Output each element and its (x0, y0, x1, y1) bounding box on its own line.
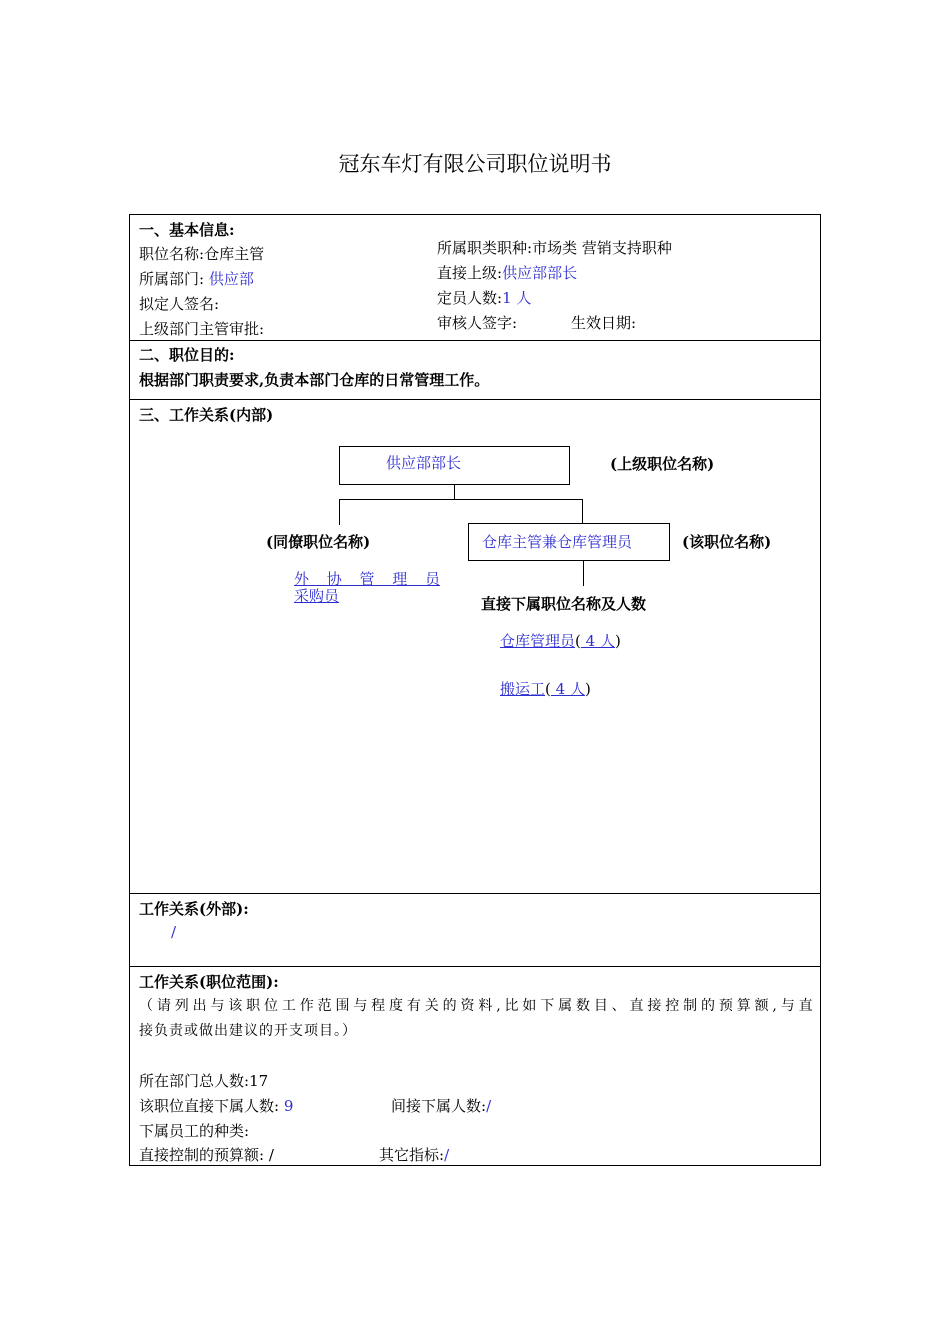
budget-value: / (268, 1146, 274, 1164)
external-relations-heading: 工作关系(外部): (139, 900, 249, 918)
divider (130, 966, 820, 967)
self-box-label: 仓库主管兼仓库管理员 (482, 533, 633, 551)
connector-line (339, 499, 340, 525)
subordinate-caption: 直接下属职位名称及人数 (481, 595, 647, 613)
subordinate-1-open: ( (575, 632, 581, 650)
self-box (468, 523, 670, 561)
other-value: / (444, 1146, 450, 1164)
purpose-content: 根据部门职责要求,负责本部门仓库的日常管理工作。 (139, 371, 490, 389)
connector-line (583, 561, 584, 586)
subordinate-1-count: 4 人 (580, 632, 615, 650)
department-row (139, 268, 254, 289)
purpose-heading: 二、职位目的: (139, 346, 235, 364)
subordinate-2-open: ( (545, 680, 551, 698)
dept-total-label: 所在部门总人数: (139, 1072, 250, 1090)
divider (130, 340, 820, 341)
headcount-row (437, 287, 531, 308)
other-label: 其它指标: (379, 1146, 445, 1164)
budget-row (139, 1144, 274, 1165)
superior-box (339, 446, 570, 485)
position-name-row (139, 243, 264, 264)
page-title: 冠东车灯有限公司职位说明书 (338, 152, 612, 176)
dept-total-row (139, 1070, 268, 1091)
subordinate-1 (500, 630, 621, 651)
subordinate-2 (500, 678, 591, 699)
dept-total-value: 17 (249, 1072, 269, 1090)
superior-box-label: 供应部部长 (386, 454, 462, 472)
approver-label: 上级部门主管审批: (139, 320, 265, 338)
sub-types-label: 下属员工的种类: (139, 1122, 250, 1140)
position-name-value: 仓库主管 (204, 245, 265, 263)
category-row (437, 237, 672, 258)
indirect-sub-value: / (486, 1097, 492, 1115)
direct-sub-row (139, 1095, 293, 1116)
superior-value: 供应部部长 (502, 264, 578, 282)
job-description-form (129, 214, 821, 1166)
divider (130, 399, 820, 400)
other-indicators-row (379, 1144, 449, 1165)
superior-caption: (上级职位名称) (610, 455, 715, 473)
connector-line (339, 499, 583, 500)
self-caption: (该职位名称) (682, 533, 772, 551)
superior-label: 直接上级: (437, 264, 503, 282)
department-label: 所属部门: (139, 270, 209, 288)
subordinate-2-count: 4 人 (550, 680, 585, 698)
effective-date-label: 生效日期: (571, 314, 637, 332)
category-label: 所属职类职种: (437, 239, 533, 257)
basic-info-heading: 一、基本信息: (139, 221, 235, 239)
subordinate-1-name: 仓库管理员 (500, 632, 576, 650)
headcount-value: 1 人 (502, 289, 532, 307)
direct-sub-value: 9 (283, 1097, 294, 1115)
external-relations-value: / (171, 923, 177, 941)
drafter-label: 拟定人签名: (139, 295, 220, 313)
peer-caption: (同僚职位名称) (266, 533, 371, 551)
peer-position-1: 外 协 管 理 员 (294, 570, 440, 588)
direct-sub-label: 该职位直接下属人数: (139, 1097, 284, 1115)
subordinate-1-close: ) (614, 632, 621, 650)
budget-label: 直接控制的预算额: (139, 1146, 269, 1164)
peer-position-2: 采购员 (294, 587, 340, 605)
subordinate-2-close: ) (584, 680, 591, 698)
superior-row (437, 262, 577, 283)
reviewer-label: 审核人签字: (437, 314, 518, 332)
indirect-sub-row (391, 1095, 491, 1116)
position-name-label: 职位名称: (139, 245, 205, 263)
headcount-label: 定员人数: (437, 289, 503, 307)
scope-note-line-2: 接负责或做出建议的开支项目。） (139, 1023, 357, 1039)
connector-line (454, 485, 455, 499)
divider (130, 893, 820, 894)
scope-heading: 工作关系(职位范围): (139, 973, 279, 991)
scope-note-line-1: （请列出与该职位工作范围与程度有关的资料,比如下属数目、直接控制的预算额,与直 (139, 998, 813, 1014)
connector-line (582, 499, 583, 523)
category-value: 市场类 营销支持职种 (532, 239, 672, 257)
indirect-sub-label: 间接下属人数: (391, 1097, 487, 1115)
internal-relations-heading: 三、工作关系(内部) (139, 406, 274, 424)
subordinate-2-name: 搬运工 (500, 680, 546, 698)
department-value: 供应部 (208, 270, 254, 288)
